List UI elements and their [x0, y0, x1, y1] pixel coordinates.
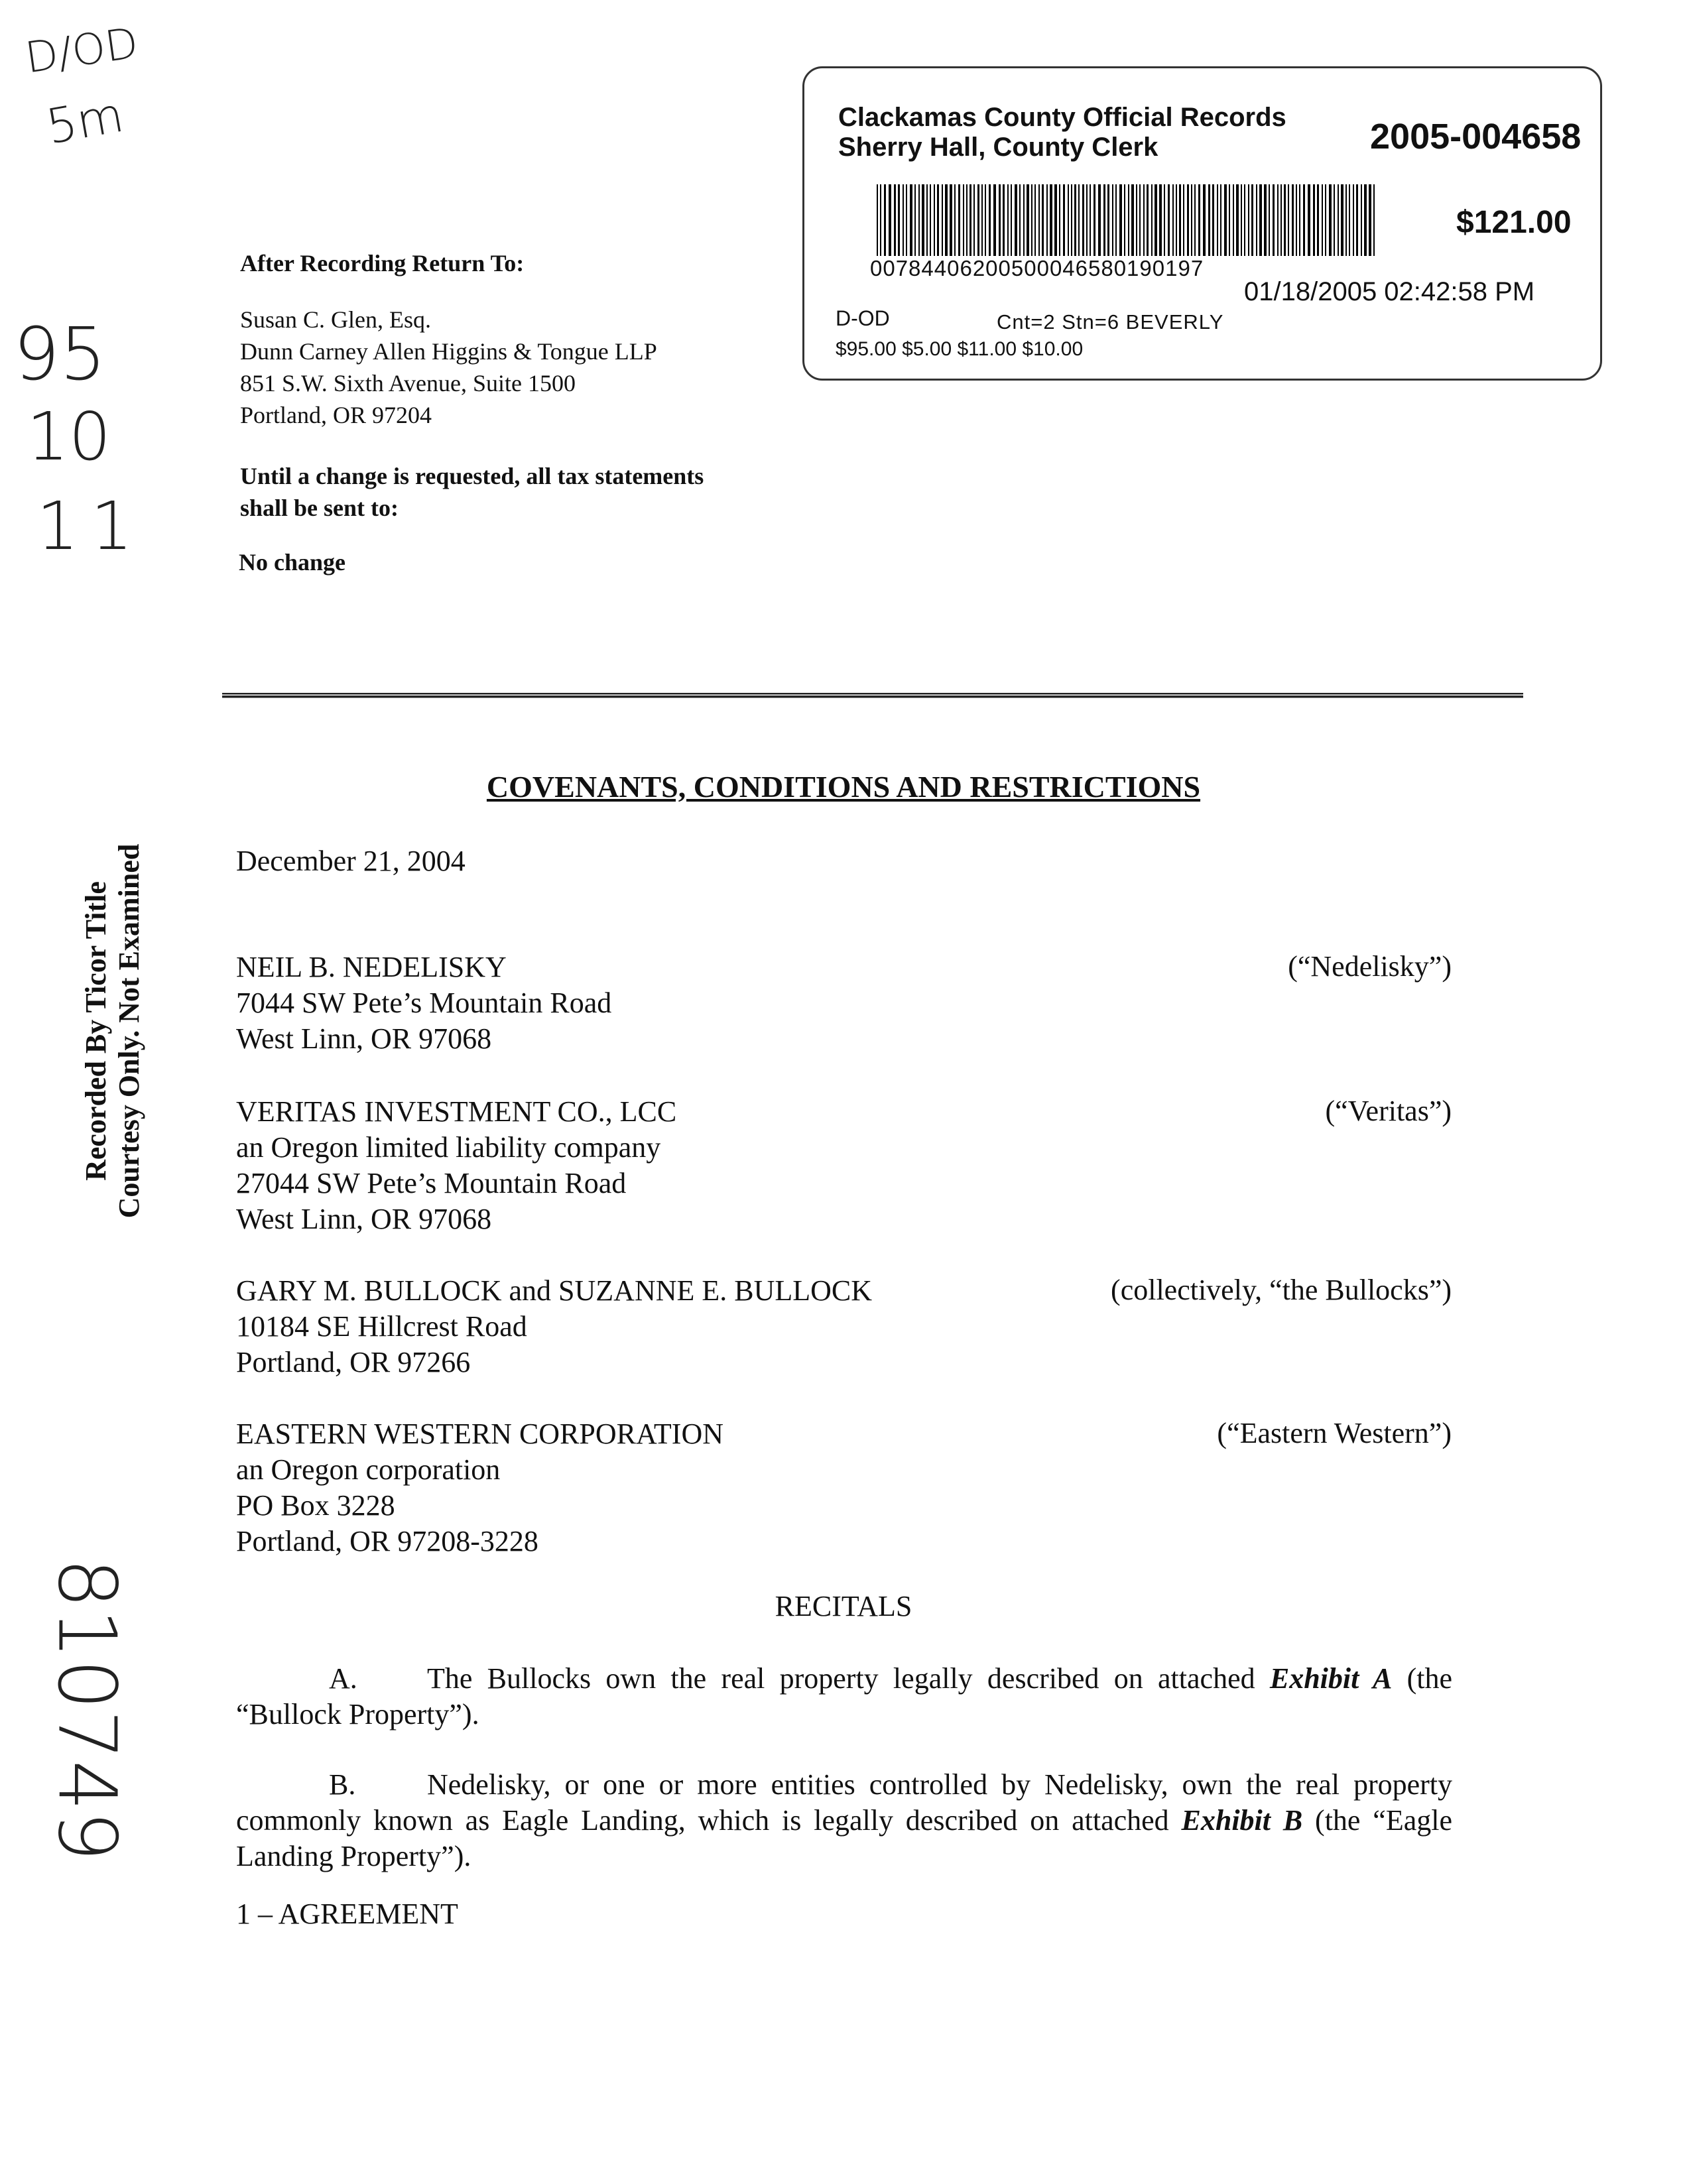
barcode-bar: [963, 184, 964, 256]
party-line: an Oregon limited liability company: [236, 1131, 661, 1164]
barcode-bar: [958, 184, 960, 256]
barcode-bar: [1136, 184, 1137, 256]
party-line: Portland, OR 97208-3228: [236, 1525, 538, 1557]
barcode-bar: [954, 184, 956, 256]
tax-heading-line-2: shall be sent to:: [240, 495, 399, 521]
barcode-bar: [1074, 184, 1076, 256]
barcode-bar: [1046, 184, 1048, 256]
barcode-bar: [1299, 184, 1300, 256]
party-line: VERITAS INVESTMENT CO., LCC: [236, 1095, 677, 1128]
party-line: 10184 SE Hillcrest Road: [236, 1310, 527, 1343]
party-role-veritas: (“Veritas”): [1325, 1095, 1452, 1127]
stamp-document-number: 2005-004658: [1370, 117, 1582, 156]
recital-b-text: Nedelisky, or one or more entities controlled by Nedelisky, own the real property commonly known as Eagle Landing, which is legally described on attached: [236, 1768, 1452, 1837]
recital-b-text-end: (the “Eagle Landing Property”).: [236, 1804, 1452, 1872]
barcode-bar: [1349, 184, 1350, 256]
barcode-bar: [945, 184, 948, 256]
barcode-bar: [1027, 184, 1029, 256]
barcode-bar: [1015, 184, 1017, 256]
barcode-bar: [1296, 184, 1297, 256]
barcode-bar: [1373, 184, 1375, 256]
barcode-bar: [1071, 184, 1072, 256]
barcode-bar: [1338, 184, 1339, 256]
party-eastern-western: [236, 1416, 723, 1559]
barcode-bar: [1031, 184, 1032, 256]
barcode-bar: [1172, 184, 1174, 256]
barcode-bar: [1229, 184, 1230, 256]
return-to-address: [240, 304, 657, 431]
barcode-bar: [1054, 184, 1057, 256]
barcode-bar: [1273, 184, 1275, 256]
party-bullocks: [236, 1273, 872, 1380]
return-to-line: Dunn Carney Allen Higgins & Tongue LLP: [240, 338, 657, 365]
handwritten-fee-2: 10: [27, 398, 111, 475]
barcode-bar: [1313, 184, 1315, 256]
party-nedelisky: [236, 949, 611, 1057]
stamp-barcode-number: 00784406200500046580190197: [870, 256, 1204, 280]
barcode-bar: [898, 184, 900, 256]
barcode-bar: [993, 184, 996, 256]
barcode-bar: [1187, 184, 1189, 256]
barcode-bar: [1259, 184, 1262, 256]
return-to-heading: After Recording Return To:: [240, 250, 525, 276]
party-veritas: [236, 1094, 676, 1237]
party-line: Portland, OR 97266: [236, 1346, 471, 1378]
barcode-bar: [903, 184, 904, 256]
stamp-office: Clackamas County Official Records: [838, 103, 1286, 132]
barcode-bar: [1086, 184, 1088, 256]
party-line: GARY M. BULLOCK and SUZANNE E. BULLOCK: [236, 1274, 873, 1307]
barcode-bar: [1284, 184, 1286, 256]
recital-a-label: A.: [329, 1662, 357, 1695]
barcode-bar: [966, 184, 968, 256]
divider-line: [222, 692, 1523, 699]
handwritten-code: D/OD: [22, 19, 141, 84]
barcode-bar: [889, 184, 891, 256]
barcode-bar: [1369, 184, 1371, 256]
stamp-doc-type: D-OD: [836, 306, 890, 330]
barcode-bar: [1151, 184, 1153, 256]
barcode-bar: [877, 184, 878, 256]
barcode-bar: [1003, 184, 1005, 256]
barcode-bar: [937, 184, 939, 256]
recital-a-text: The Bullocks own the real property legally described on attached: [427, 1662, 1270, 1695]
barcode-bar: [1277, 184, 1279, 256]
document-title: COVENANTS, CONDITIONS AND RESTRICTIONS: [486, 770, 1201, 804]
party-role-nedelisky: (“Nedelisky”): [1288, 950, 1452, 983]
barcode-bar: [934, 184, 935, 256]
barcode-bar: [1143, 184, 1145, 256]
party-line: NEIL B. NEDELISKY: [236, 951, 507, 983]
barcode-bar: [1155, 184, 1157, 256]
barcode-bar: [1112, 184, 1113, 256]
barcode-bar: [1131, 184, 1134, 256]
barcode-bar: [1292, 184, 1294, 256]
barcode-bar: [884, 184, 886, 256]
barcode-bar: [1203, 184, 1206, 256]
barcode-bar: [1119, 184, 1122, 256]
recital-b: [236, 1767, 1452, 1874]
barcode-bar: [1212, 184, 1214, 256]
barcode-bar: [1361, 184, 1362, 256]
handwritten-initials: 5m: [42, 86, 128, 155]
barcode-bar: [1264, 184, 1267, 256]
tax-heading-line-1: Until a change is requested, all tax statements: [240, 463, 704, 489]
document-date: December 21, 2004: [236, 845, 466, 877]
barcode-bar: [1269, 184, 1270, 256]
handwritten-fee-3: 11: [36, 487, 145, 565]
barcode-bar: [1325, 184, 1326, 256]
side-stamp-line-1: Recorded By Ticor Title: [80, 881, 112, 1181]
barcode-bar: [1183, 184, 1184, 256]
barcode-bar: [1107, 184, 1109, 256]
recital-a-text-end: (the “Bullock Property”).: [236, 1662, 1452, 1730]
barcode-bar: [1023, 184, 1025, 256]
party-line: EASTERN WESTERN CORPORATION: [236, 1418, 724, 1450]
recital-b-exhibit: Exhibit B: [1181, 1804, 1303, 1837]
barcode-bar: [1176, 184, 1177, 256]
barcode-bar: [1034, 184, 1036, 256]
stamp-datetime: 01/18/2005 02:42:58 PM: [1244, 277, 1535, 306]
barcode-bar: [1082, 184, 1084, 256]
barcode-bar: [1317, 184, 1319, 256]
barcode-bar: [1341, 184, 1343, 256]
barcode-bar: [1159, 184, 1162, 256]
barcode-bar: [1115, 184, 1117, 256]
barcode-bar: [894, 184, 896, 256]
recital-b-label: B.: [329, 1768, 356, 1801]
barcode-bar: [1322, 184, 1323, 256]
barcode-bar: [910, 184, 912, 256]
party-line: West Linn, OR 97068: [236, 1022, 492, 1055]
return-to-line: Susan C. Glen, Esq.: [240, 306, 431, 333]
barcode-bar: [1147, 184, 1149, 256]
barcode-bar: [985, 184, 986, 256]
barcode-bar: [906, 184, 907, 256]
barcode-bar: [1281, 184, 1282, 256]
party-role-eastern-western: (“Eastern Western”): [1217, 1417, 1452, 1449]
stamp-counts: Cnt=2 Stn=6 BEVERLY: [997, 310, 1224, 334]
barcode-bar: [1090, 184, 1091, 256]
barcode-bar: [1244, 184, 1245, 256]
barcode-bar: [1019, 184, 1021, 256]
side-stamp: [80, 816, 146, 1246]
barcode-bar: [1236, 184, 1239, 256]
barcode-bar: [1059, 184, 1060, 256]
barcode-bar: [1098, 184, 1101, 256]
barcode-bar: [1164, 184, 1165, 256]
barcode-bar: [1303, 184, 1305, 256]
page-footer: 1 – AGREEMENT: [236, 1898, 458, 1930]
barcode-bar: [1198, 184, 1200, 256]
barcode-bar: [1093, 184, 1095, 256]
barcode-bar: [1063, 184, 1065, 256]
party-line: West Linn, OR 97068: [236, 1203, 492, 1235]
barcode-bar: [1139, 184, 1141, 256]
barcode-bar: [973, 184, 975, 256]
barcode-bar: [1217, 184, 1218, 256]
handwritten-instrument-number: 810749: [40, 1557, 133, 1862]
barcode-bar: [981, 184, 983, 256]
barcode-bar: [1248, 184, 1249, 256]
barcode-bar: [1191, 184, 1192, 256]
tax-statements-value: No change: [239, 549, 345, 576]
return-to-line: 851 S.W. Sixth Avenue, Suite 1500: [240, 370, 576, 396]
barcode-bar: [1078, 184, 1080, 256]
barcode-bar: [1364, 184, 1367, 256]
barcode-bar: [1353, 184, 1354, 256]
party-line: an Oregon corporation: [236, 1453, 501, 1486]
barcode-bar: [1068, 184, 1069, 256]
barcode-bar: [1288, 184, 1289, 256]
barcode-bar: [1329, 184, 1332, 256]
stamp-clerk: Sherry Hall, County Clerk: [838, 133, 1158, 162]
barcode-bar: [989, 184, 991, 256]
barcode-bar: [926, 184, 928, 256]
party-line: 7044 SW Pete’s Mountain Road: [236, 987, 612, 1019]
barcode-bar: [922, 184, 924, 256]
barcode-bar: [999, 184, 1001, 256]
barcode-bar: [1103, 184, 1105, 256]
barcode-bar: [1241, 184, 1242, 256]
barcode-bar: [930, 184, 931, 256]
barcode-bar: [1050, 184, 1052, 256]
barcode-bar: [1194, 184, 1196, 256]
recitals-heading: RECITALS: [775, 1590, 912, 1622]
barcode-bar: [1308, 184, 1310, 256]
return-to-line: Portland, OR 97204: [240, 402, 432, 428]
barcode-bar: [1251, 184, 1253, 256]
barcode-bar: [1356, 184, 1358, 256]
stamp-amount: $121.00: [1456, 205, 1572, 240]
barcode-bar: [1208, 184, 1210, 256]
barcode-bar: [1220, 184, 1221, 256]
barcode-bar: [1224, 184, 1227, 256]
barcode-bar: [1011, 184, 1012, 256]
barcode-bar: [969, 184, 971, 256]
barcode-bar: [977, 184, 979, 256]
barcode-bar: [918, 184, 920, 256]
side-stamp-line-2: Courtesy Only. Not Examined: [113, 843, 145, 1219]
party-role-bullocks: (collectively, “the Bullocks”): [1111, 1274, 1452, 1306]
barcode-bar: [1334, 184, 1335, 256]
party-line: 27044 SW Pete’s Mountain Road: [236, 1167, 627, 1199]
stamp-fees: $95.00 $5.00 $11.00 $10.00: [836, 338, 1084, 360]
barcode-bar: [880, 184, 881, 256]
barcode-bar: [1345, 184, 1347, 256]
barcode-bar: [1168, 184, 1170, 256]
handwritten-fee-1: 95: [13, 312, 106, 396]
barcode-bar: [1038, 184, 1040, 256]
barcode-bar: [950, 184, 952, 256]
barcode-bar: [914, 184, 916, 256]
barcode: [874, 184, 1378, 256]
barcode-bar: [1179, 184, 1181, 256]
tax-statements-heading: [240, 460, 704, 524]
barcode-bar: [1256, 184, 1257, 256]
recital-a: [236, 1661, 1452, 1732]
party-line: PO Box 3228: [236, 1489, 395, 1522]
barcode-bar: [1128, 184, 1129, 256]
barcode-bar: [1042, 184, 1044, 256]
barcode-bar: [1124, 184, 1125, 256]
barcode-bar: [1007, 184, 1009, 256]
recital-a-exhibit: Exhibit A: [1269, 1662, 1393, 1695]
barcode-bar: [942, 184, 943, 256]
barcode-bar: [1233, 184, 1234, 256]
